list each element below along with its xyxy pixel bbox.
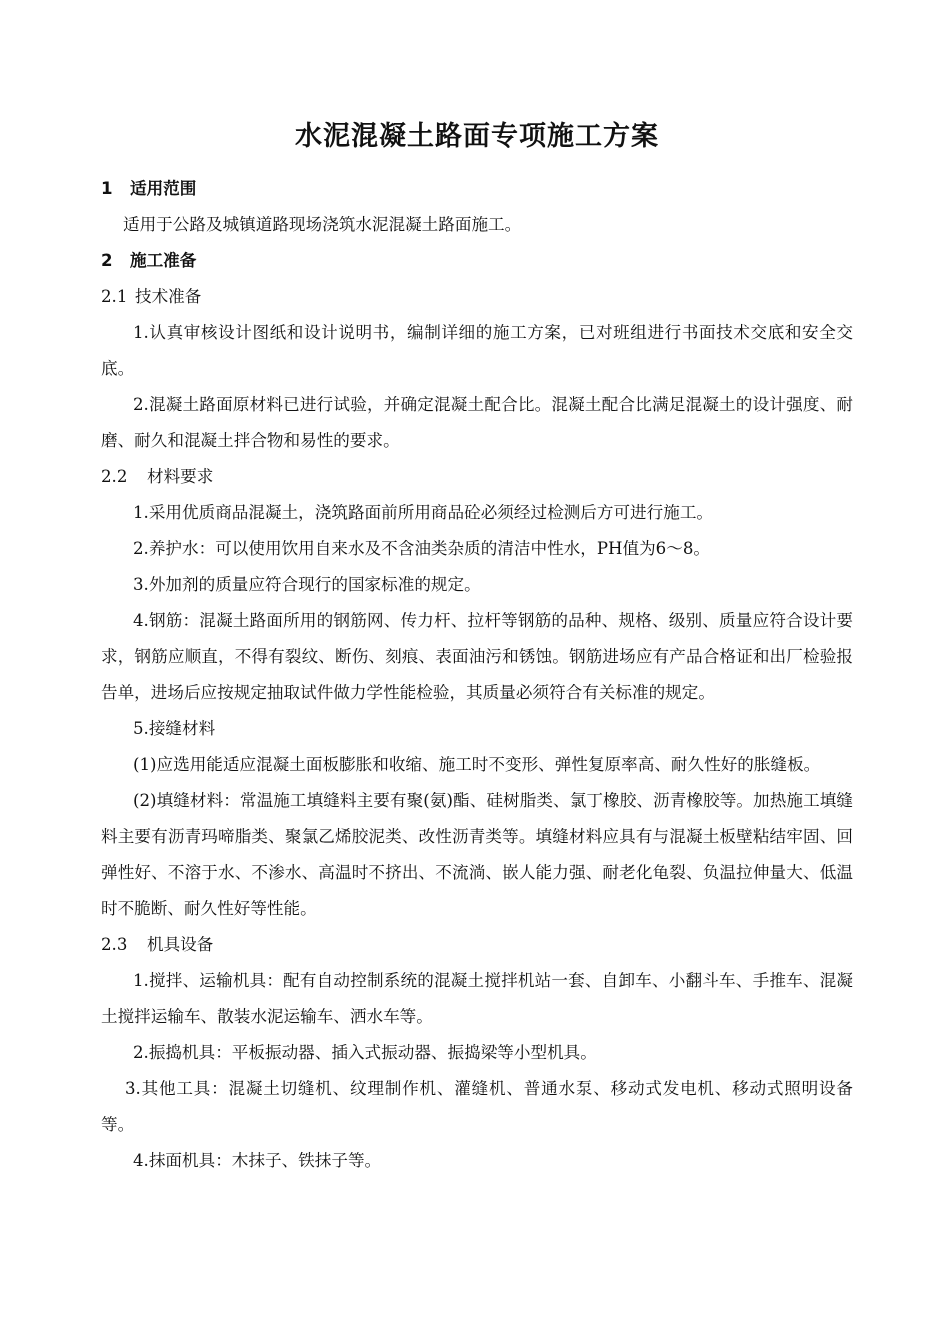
subsection-heading-text: 技术准备	[135, 287, 202, 306]
subsection-heading-text: 机具设备	[147, 935, 214, 954]
subsection-heading-2-3	[101, 927, 853, 963]
list-item: 1.搅拌、运输机具：配有自动控制系统的混凝土搅拌机站一套、自卸车、小翻斗车、手推车、混凝土搅拌运输车、散装水泥运输车、洒水车等。	[101, 971, 853, 1026]
list-item: (1)应选用能适应混凝土面板膨胀和收缩、施工时不变形、弹性复原率高、耐久性好的胀缝板。	[133, 755, 821, 774]
list-item: 3.其他工具：混凝土切缝机、纹理制作机、灌缝机、普通水泵、移动式发电机、移动式照明设备等。	[101, 1079, 853, 1134]
section-number: 2	[101, 251, 113, 270]
section-heading-text: 适用范围	[130, 179, 197, 198]
section-number: 1	[101, 179, 113, 198]
document-title: 水泥混凝土路面专项施工方案	[295, 121, 659, 152]
list-item: 2.养护水：可以使用饮用自来水及不含油类杂质的清洁中性水，PH值为6～8。	[133, 539, 710, 558]
list-item: 1.采用优质商品混凝土，浇筑路面前所用商品砼必须经过检测后方可进行施工。	[133, 503, 714, 522]
document-body	[101, 171, 853, 1179]
subsection-number: 2.3	[101, 935, 128, 954]
subsection-heading-2-2	[101, 459, 853, 495]
list-item: 4.钢筋：混凝土路面所用的钢筋网、传力杆、拉杆等钢筋的品种、规格、级别、质量应符合设计要求，钢筋应顺直，不得有裂纹、断伤、刻痕、表面油污和锈蚀。钢筋进场应有产品合格证和出厂检验报告单，进场后应按规定抽取试件做力学性能检验，其质量必须符合有关标准的规定。	[101, 611, 853, 702]
subsection-number: 2.1	[101, 287, 128, 306]
section-heading-text: 施工准备	[130, 251, 197, 270]
list-item: 5.接缝材料	[133, 719, 216, 738]
paragraph: 适用于公路及城镇道路现场浇筑水泥混凝土路面施工。	[123, 215, 522, 234]
list-item: 1.认真审核设计图纸和设计说明书，编制详细的施工方案，已对班组进行书面技术交底和安全交底。	[101, 323, 853, 378]
list-item: 2.混凝土路面原材料已进行试验，并确定混凝土配合比。混凝土配合比满足混凝土的设计强度、耐磨、耐久和混凝土拌合物和易性的要求。	[101, 395, 853, 450]
section-heading-2	[101, 243, 853, 279]
subsection-heading-text: 材料要求	[147, 467, 214, 486]
list-item: 2.振捣机具：平板振动器、插入式振动器、振捣梁等小型机具。	[133, 1043, 597, 1062]
subsection-number: 2.2	[101, 467, 128, 486]
subsection-heading-2-1	[101, 279, 853, 315]
list-item: (2)填缝材料：常温施工填缝料主要有聚(氨)酯、硅树脂类、氯丁橡胶、沥青橡胶等。加热施工填缝料主要有沥青玛啼脂类、聚氯乙烯胶泥类、改性沥青类等。填缝材料应具有与混凝土板壁粘结牢固、回弹性好、不溶于水、不渗水、高温时不挤出、不流淌、嵌人能力强、耐老化龟裂、负温拉伸量大、低温时不脆断、耐久性好等性能。	[101, 791, 853, 918]
list-item: 3.外加剂的质量应符合现行的国家标准的规定。	[133, 575, 481, 594]
list-item: 4.抹面机具：木抹子、铁抹子等。	[133, 1151, 382, 1170]
section-heading-1	[101, 171, 853, 207]
